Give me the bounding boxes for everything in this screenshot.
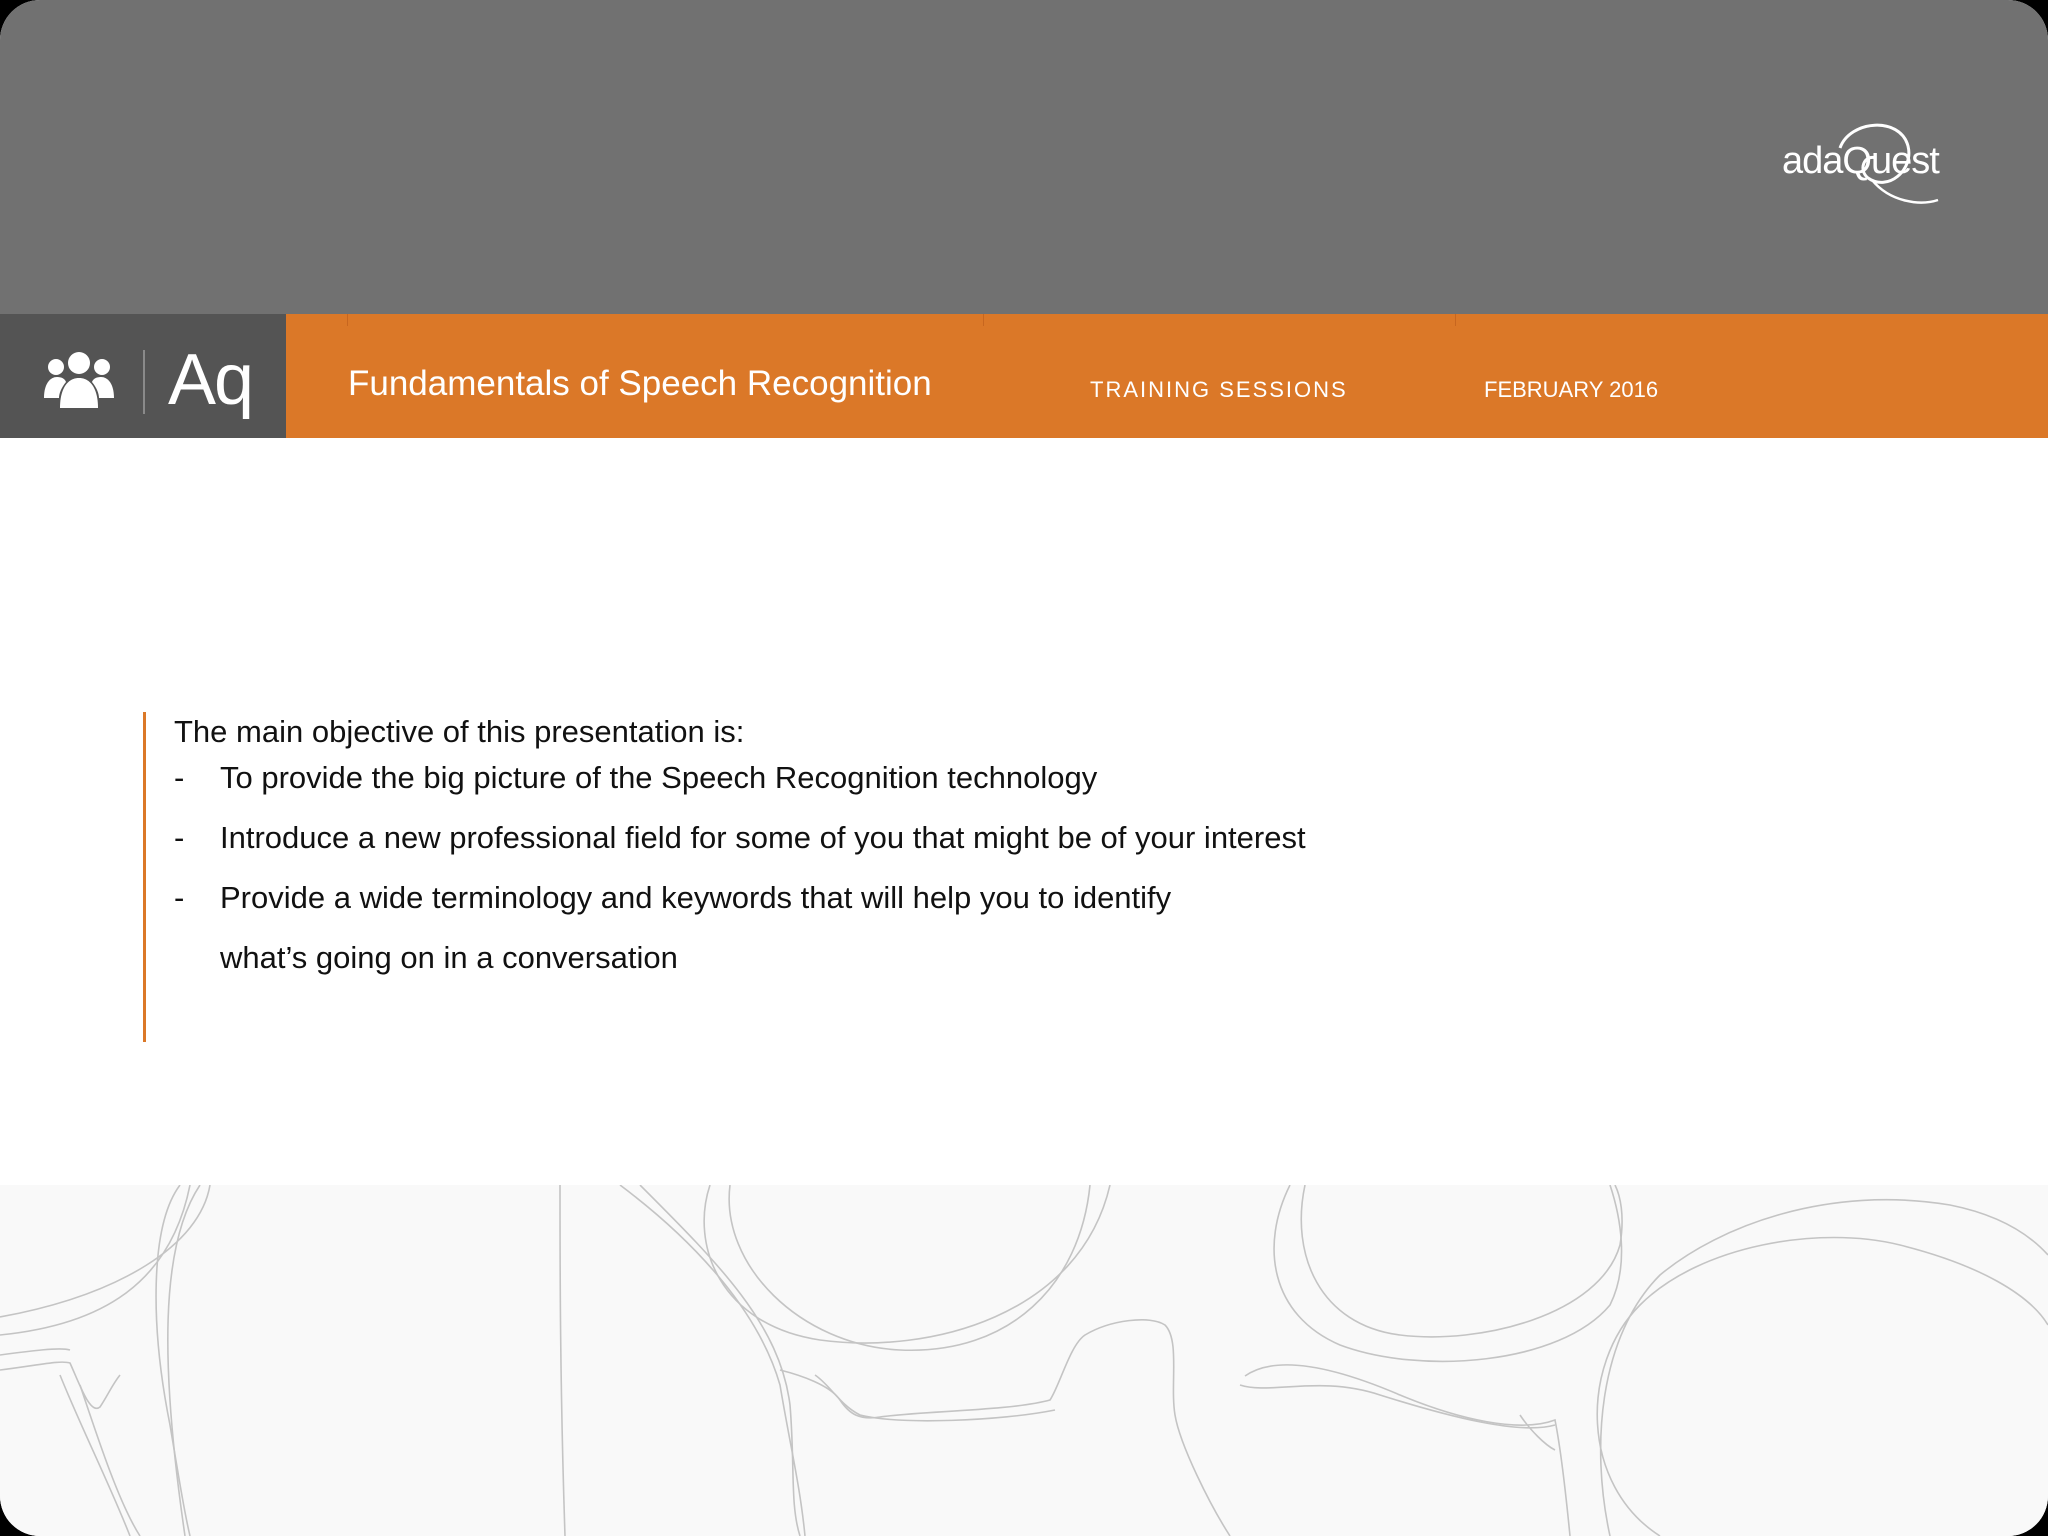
aq-monogram: Aq — [168, 340, 253, 420]
group-users-icon — [44, 348, 114, 410]
objective-text: Provide a wide terminology and keywords that will help you to identify what’s going on in a conversation — [220, 880, 1172, 975]
adaquest-logo — [1780, 118, 1960, 210]
top-banner — [0, 0, 2048, 314]
title-bar — [0, 314, 2048, 438]
bar-separator — [347, 314, 348, 326]
objective-text: To provide the big picture of the Speech Recognition technology — [220, 760, 1098, 795]
bar-separator — [983, 314, 984, 326]
bullet-marker: - — [174, 880, 185, 915]
session-category: TRAINING SESSIONS — [1090, 377, 1348, 402]
decorative-line-art — [0, 1185, 2048, 1536]
brand-divider — [143, 350, 145, 414]
objective-text: Introduce a new professional field for some of you that might be of your interest — [220, 820, 1306, 855]
bullet-marker: - — [174, 760, 185, 795]
session-date: FEBRUARY 2016 — [1484, 377, 1659, 402]
presentation-title: Fundamentals of Speech Recognition — [348, 364, 932, 403]
bullet-marker: - — [174, 820, 185, 855]
logo-wordmark: adaQuest — [1782, 140, 1939, 182]
bar-separator — [1455, 314, 1456, 326]
objectives-intro: The main objective of this presentation is: — [174, 714, 745, 749]
objectives-block — [143, 712, 1546, 1042]
